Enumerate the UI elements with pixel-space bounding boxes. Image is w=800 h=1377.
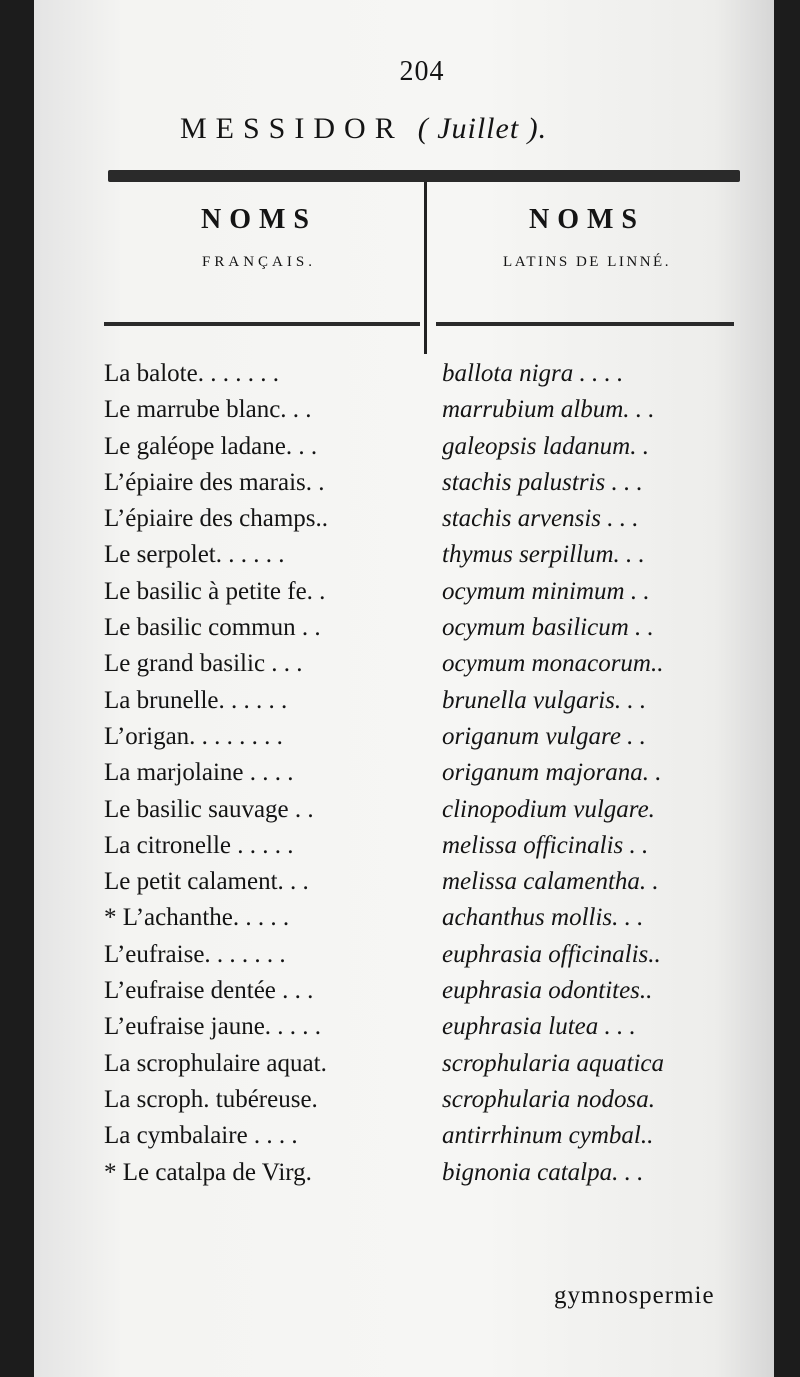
- french-name: L’eufraise jaune. . . . .: [104, 1013, 322, 1041]
- latin-name: thymus serpillum. . .: [442, 541, 645, 569]
- list-item: [104, 973, 744, 1009]
- latin-name: euphrasia lutea . . .: [442, 1013, 636, 1041]
- french-name: * Le catalpa de Virg.: [104, 1158, 312, 1186]
- latin-name: melissa calamentha. .: [442, 868, 659, 896]
- list-item: [104, 792, 744, 828]
- latin-header-big: NOMS: [529, 204, 645, 235]
- list-item: [104, 610, 744, 646]
- french-names-header: [104, 204, 414, 271]
- french-name: Le grand basilic . . .: [104, 650, 303, 678]
- latin-name: euphrasia officinalis..: [442, 940, 661, 968]
- french-header-big: NOMS: [201, 204, 317, 235]
- french-name: Le basilic sauvage . .: [104, 795, 314, 823]
- list-item: [104, 465, 744, 501]
- list-item: [104, 429, 744, 465]
- list-item: [104, 646, 744, 682]
- title-text: MESSIDOR: [180, 112, 404, 145]
- list-item: [104, 937, 744, 973]
- french-name: La brunelle. . . . . .: [104, 686, 288, 714]
- latin-name: bignonia catalpa. . .: [442, 1158, 644, 1186]
- list-item: [104, 1118, 744, 1154]
- latin-name: stachis arvensis . . .: [442, 505, 639, 533]
- latin-name: euphrasia odontites..: [442, 977, 653, 1005]
- french-name: La scrophulaire aquat.: [104, 1049, 327, 1077]
- right-rule: [436, 322, 734, 326]
- latin-name: clinopodium vulgare.: [442, 795, 655, 823]
- title-month: ( Juillet ).: [417, 112, 548, 145]
- list-item: [104, 1155, 744, 1191]
- list-item: [104, 356, 744, 392]
- latin-names-header: [432, 204, 742, 271]
- french-name: Le basilic à petite fe. .: [104, 577, 326, 605]
- page-title: [180, 112, 547, 146]
- french-name: Le petit calament. . .: [104, 868, 309, 896]
- list-item: [104, 828, 744, 864]
- latin-name: ballota nigra . . . .: [442, 360, 624, 387]
- latin-name: ocymum basilicum . .: [442, 614, 654, 642]
- header-rule: [108, 170, 740, 182]
- french-name: La balote. . . . . . .: [104, 360, 279, 387]
- list-item: [104, 574, 744, 610]
- french-name: La cymbalaire . . . .: [104, 1122, 298, 1150]
- latin-name: origanum vulgare . .: [442, 722, 646, 750]
- french-name: L’épiaire des champs..: [104, 505, 328, 533]
- french-name: Le basilic commun . .: [104, 614, 321, 642]
- latin-name: galeopsis ladanum. .: [442, 432, 649, 460]
- french-name: L’origan. . . . . . . .: [104, 722, 283, 750]
- list-item: [104, 755, 744, 791]
- latin-header-small: LATINS DE LINNÉ.: [503, 254, 671, 270]
- french-name: La scroph. tubéreuse.: [104, 1085, 318, 1113]
- list-item: [104, 683, 744, 719]
- list-item: [104, 864, 744, 900]
- list-item: [104, 719, 744, 755]
- list-item: [104, 501, 744, 537]
- french-name: Le serpolet. . . . . .: [104, 541, 285, 569]
- french-name: La citronelle . . . . .: [104, 831, 294, 859]
- french-name: L’eufraise. . . . . . .: [104, 940, 286, 968]
- latin-name: scrophularia nodosa.: [442, 1085, 655, 1113]
- french-header-small: FRANÇAIS.: [202, 254, 316, 270]
- column-divider: [424, 182, 427, 354]
- book-page: [34, 0, 774, 1377]
- list-item: [104, 1082, 744, 1118]
- left-rule: [104, 322, 420, 326]
- latin-name: ocymum monacorum..: [442, 650, 664, 678]
- french-name: L’épiaire des marais. .: [104, 468, 325, 496]
- french-name: * L’achanthe. . . . .: [104, 904, 290, 932]
- list-item: [104, 392, 744, 428]
- catchword: gymnospermie: [554, 1282, 715, 1309]
- list-item: [104, 537, 744, 573]
- latin-name: ocymum minimum . .: [442, 577, 650, 605]
- latin-name: achanthus mollis. . .: [442, 904, 644, 932]
- french-name: L’eufraise dentée . . .: [104, 977, 314, 1005]
- list-item: [104, 1009, 744, 1045]
- french-name: Le marrube blanc. . .: [104, 396, 312, 424]
- page-number: 204: [399, 56, 445, 87]
- list-item: [104, 900, 744, 936]
- latin-name: brunella vulgaris. . .: [442, 686, 647, 714]
- latin-name: marrubium album. . .: [442, 396, 655, 424]
- latin-name: antirrhinum cymbal..: [442, 1122, 654, 1150]
- latin-name: stachis palustris . . .: [442, 468, 643, 496]
- list-item: [104, 1046, 744, 1082]
- latin-name: scrophularia aquatica: [442, 1049, 664, 1077]
- latin-name: origanum majorana. .: [442, 759, 662, 787]
- french-name: La marjolaine . . . .: [104, 759, 294, 787]
- latin-name: melissa officinalis . .: [442, 831, 649, 859]
- french-name: Le galéope ladane. . .: [104, 432, 318, 460]
- plant-list: [104, 356, 744, 1191]
